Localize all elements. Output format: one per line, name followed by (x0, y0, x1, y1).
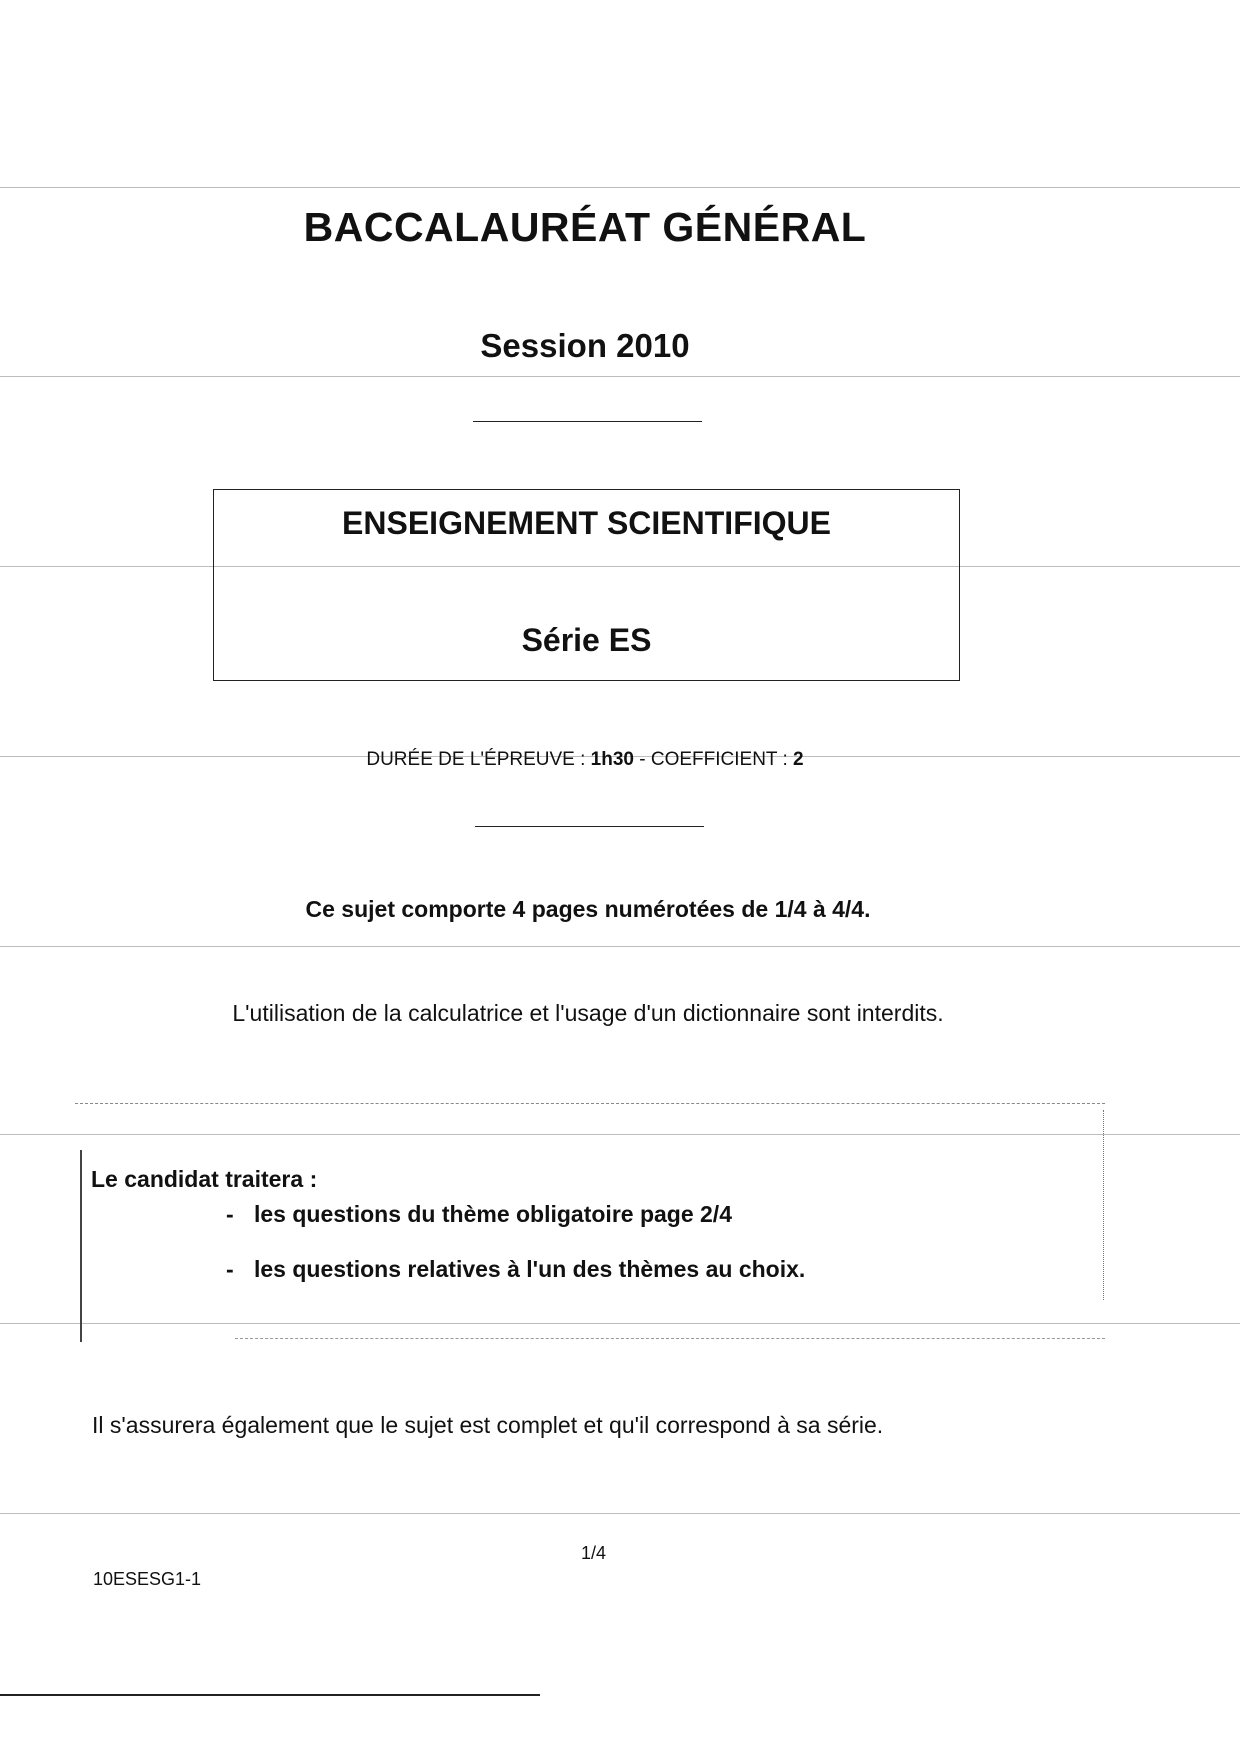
separator-line (473, 421, 702, 422)
candidate-item: - les questions du thème obligatoire page 2/4 (226, 1201, 732, 1227)
duration-value: 1h30 (590, 749, 634, 770)
scan-line (0, 376, 1240, 377)
document-code: 10ESESG1-1 (93, 1569, 202, 1589)
subject-title: ENSEIGNEMENT SCIENTIFIQUE (342, 505, 831, 541)
session-label: Session 2010 (480, 327, 690, 364)
scan-line (0, 1513, 1240, 1514)
page-number: 1/4 (581, 1543, 607, 1563)
scan-line (0, 1323, 1240, 1324)
scan-line (0, 946, 1240, 947)
serie-label: Série ES (521, 622, 652, 658)
calculator-notice: L'utilisation de la calculatrice et l'usage d'un dictionnaire sont interdits. (232, 1000, 944, 1026)
candidate-label: Le candidat traitera : (91, 1166, 318, 1192)
candidate-item-text: les questions relatives à l'un des thèmes au choix. (254, 1256, 806, 1282)
separator-line (475, 826, 704, 827)
candidate-box-right (1103, 1110, 1105, 1300)
info-separator: - (633, 749, 651, 770)
candidate-box-top (75, 1103, 1105, 1104)
candidate-item: - les questions relatives à l'un des thèmes au choix. (226, 1256, 806, 1282)
scan-line (0, 187, 1240, 188)
candidate-box-left (80, 1150, 82, 1342)
check-notice: Il s'assurera également que le sujet est complet et qu'il correspond à sa série. (92, 1412, 884, 1438)
candidate-item-text: les questions du thème obligatoire page 2/4 (254, 1201, 732, 1227)
candidate-box-bottom (235, 1338, 1105, 1339)
coefficient-value: 2 (793, 749, 804, 770)
exam-title: BACCALAURÉAT GÉNÉRAL (303, 204, 867, 250)
exam-info (0, 749, 1170, 771)
pages-notice: Ce sujet comporte 4 pages numérotées de 1/4 à 4/4. (305, 896, 871, 922)
coefficient-label: COEFFICIENT : (650, 749, 794, 770)
bottom-rule (0, 1694, 540, 1696)
scan-line (0, 1134, 1240, 1135)
duration-label: DURÉE DE L'ÉPREUVE : (366, 749, 591, 770)
